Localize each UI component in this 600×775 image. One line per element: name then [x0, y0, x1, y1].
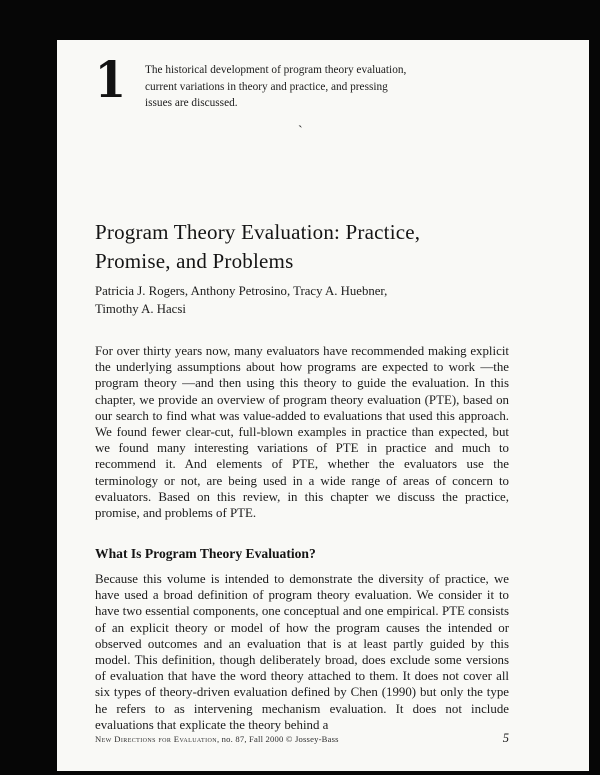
section-heading: What Is Program Theory Evaluation?: [95, 546, 316, 561]
abstract-line: current variations in theory and practice, and pressing: [145, 80, 388, 93]
title-line: Promise, and Problems: [95, 248, 294, 273]
article-title: [95, 218, 420, 275]
page-number: 5: [502, 731, 509, 745]
issue-info: , no. 87, Fall 2000: [216, 734, 284, 744]
author-list: [95, 283, 387, 318]
author-line: Timothy A. Hacsi: [95, 301, 186, 316]
stray-scan-mark: `: [298, 124, 303, 139]
author-line: Patricia J. Rogers, Anthony Petrosino, Tracy A. Huebner,: [95, 284, 388, 298]
page-footer: [95, 731, 509, 746]
journal-name: New Directions for Evaluation: [95, 734, 217, 744]
title-line: Program Theory Evaluation: Practice,: [95, 220, 421, 244]
body-paragraph: Because this volume is intended to demonstrate the diversity of practice, we have used a broad definition of program theory evaluation. We consider it to have two essential components, one conceptual and one empirical. PTE consists of an explicit theory or model of how the program causes the intended or observed outcomes and an evaluation that is at least partly guided by this model. This definition, though deliberately broad, does exclude some versions of evaluation that have the word theory attached to them. It does not cover all six types of theory-driven evaluation defined by Chen (1990) but only the type he refers to as intervening mechanism evaluation. It does not include evaluations that explicate the theory behind a: [95, 572, 509, 732]
journal-citation: [95, 734, 339, 744]
document-page: [57, 40, 589, 771]
chapter-number-ornament: 1: [94, 50, 127, 109]
copyright-notice: © Jossey-Bass: [285, 734, 339, 744]
abstract-line: issues are discussed.: [145, 97, 238, 109]
opening-paragraph: For over thirty years now, many evaluators have recommended making explicit the underlying assumptions about how programs are expected to work —the program theory —and then using this theory to guide the evaluation. In this chapter, we provide an overview of program theory evaluation (PTE), based on our search to find what was value-added to evaluations that used this approach. We found fewer clear-cut, full-blown examples in practice than expected, but we found many interesting variations of PTE in practice and much to recommend it. And elements of PTE, whether the evaluators use the terminology or not, are being used in a wide range of areas of concern to evaluators. Based on this review, in this chapter we discuss the practice, promise, and problems of PTE.: [95, 344, 509, 521]
abstract-text: [145, 62, 455, 112]
abstract-line: The historical development of program theory evaluation,: [145, 64, 407, 76]
